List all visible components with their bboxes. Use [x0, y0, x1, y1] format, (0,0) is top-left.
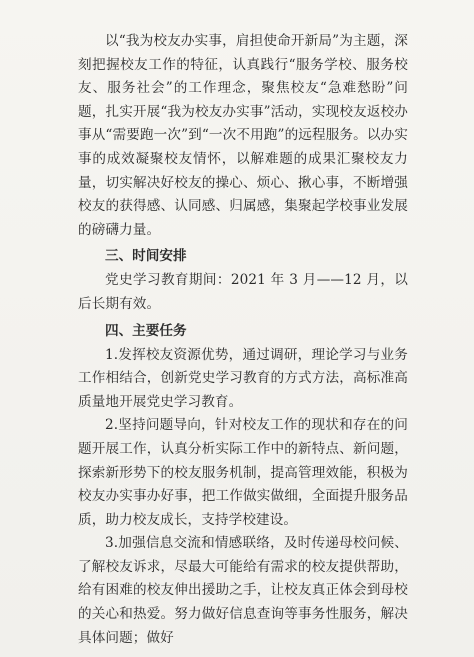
schedule-paragraph: 党史学习教育期间：2021 年 3 月——12 月，以后长期有效。: [78, 272, 408, 312]
task-2-paragraph: 2.坚持问题导向，针对校友工作的现状和存在的问题开展工作，认真分析实际工作中的新特点、新问题，探索新形势下的校友服务机制，提高管理效能，积极为校友办实事办好事，把工作做实做细，全面提升服务品质，助力校友成长，支持学校建设。: [78, 417, 408, 528]
task-1-paragraph: 1.发挥校友资源优势，通过调研，理论学习与业务工作相结合，创新党史学习教育的方式方法，高标准高质量地开展党史学习教育。: [78, 346, 408, 410]
section-heading-tasks: 四、主要任务: [105, 322, 187, 339]
document-body: [78, 30, 408, 650]
intro-paragraph: 以“我为校友办实事，肩担使命开新局”为主题，深刻把握校友工作的特征，认真践行“服务学校、服务校友、服务社会”的工作理念，聚焦校友“急难愁盼”问题，扎实开展“我为校友办实事”活动，实现校友返校办事从“需要跑一次”到“一次不用跑”的远程服务。以办实事的成效凝聚校友情怀，以解难题的成果汇聚校友力量，切实解决好校友的操心、烦心、揪心事，不断增强校友的获得感、认同感、归属感，集聚起学校事业发展的磅礴力量。: [78, 33, 408, 238]
section-heading-schedule: 三、时间安排: [105, 248, 187, 265]
task-3-paragraph: 3.加强信息交流和情感联络，及时传递母校问候、了解校友诉求，尽最大可能给有需求的校友提供帮助，给有困难的校友伸出援助之手，让校友真正体会到母校的关心和热爱。努力做好信息查询等事务性服务，解决具体问题；做好: [78, 535, 408, 646]
